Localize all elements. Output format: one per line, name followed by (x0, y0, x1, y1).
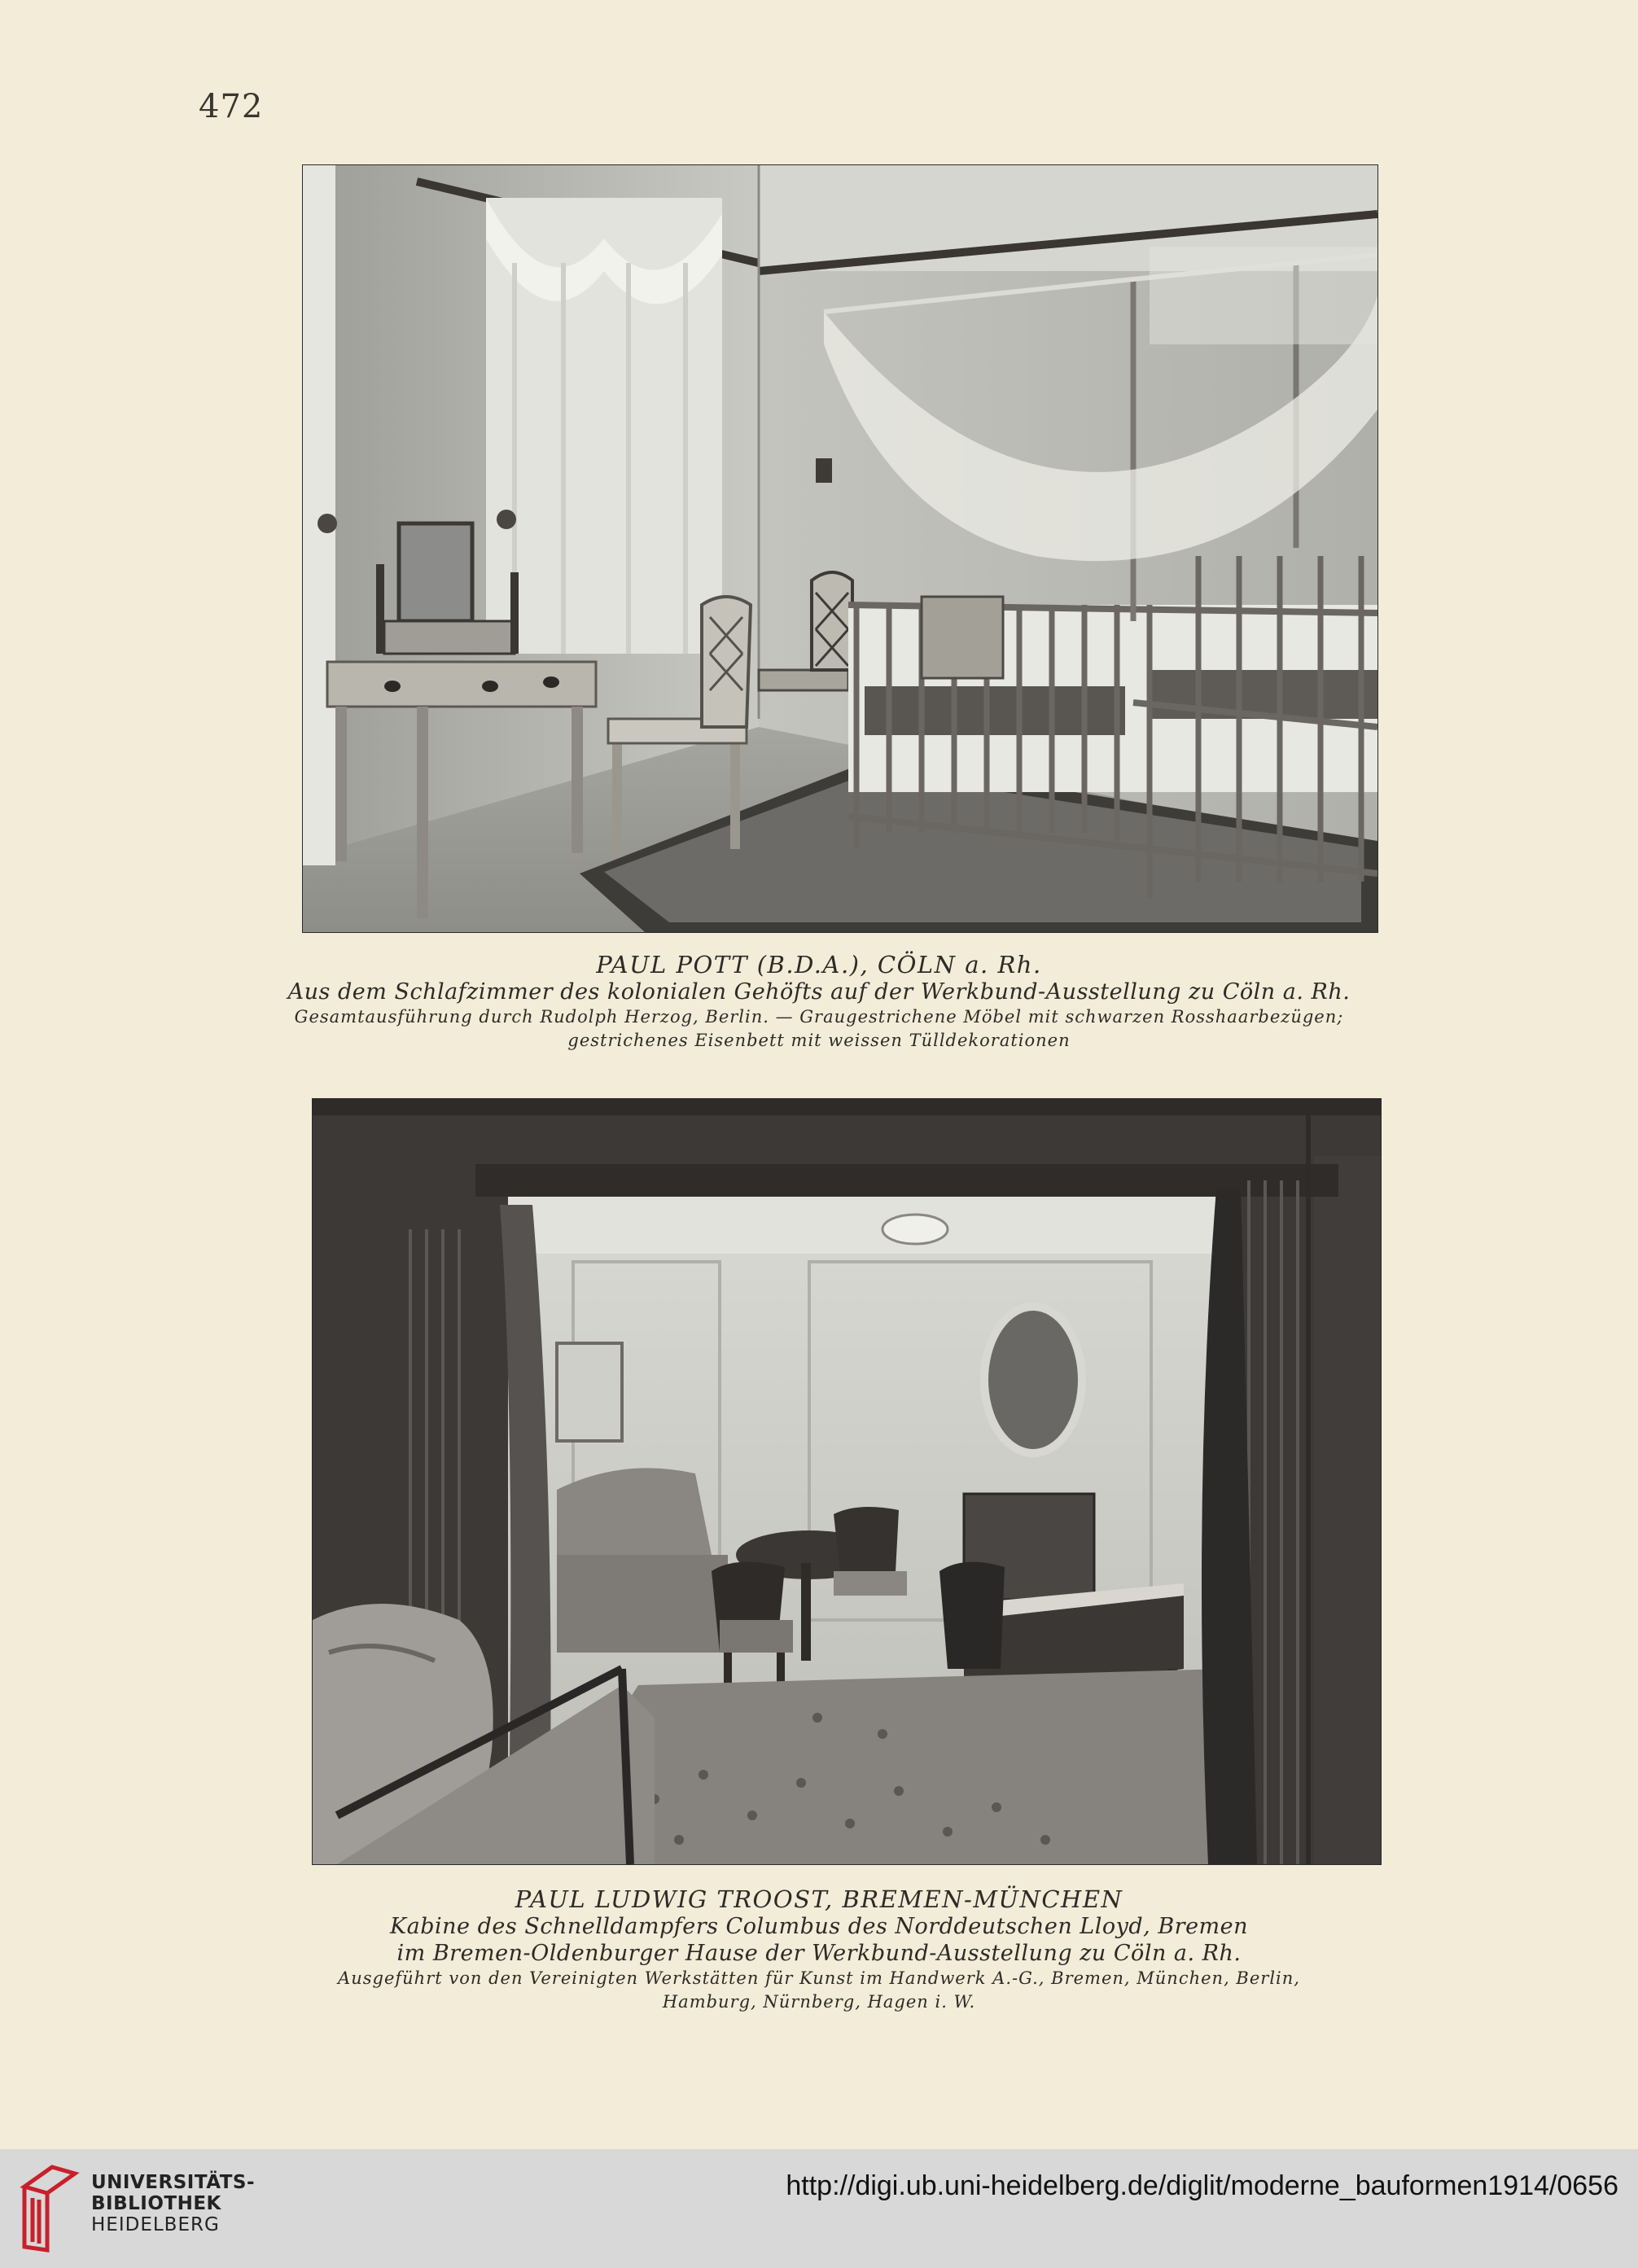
bedroom-caption-title: PAUL POTT (B.D.A.), CÖLN a. Rh. (596, 951, 1042, 979)
bedroom-caption-detail: gestrichenes Eisenbett mit weissen Tülldekorationen (567, 1031, 1071, 1050)
cabin-caption-title: PAUL LUDWIG TROOST, BREMEN-MÜNCHEN (515, 1885, 1123, 1913)
bedroom-photo-image (303, 165, 1377, 932)
library-name-line: UNIVERSITÄTS- (91, 2172, 256, 2193)
bedroom-photograph (302, 164, 1378, 933)
ub-heidelberg-logo-icon[interactable] (16, 2162, 83, 2253)
bedroom-caption (244, 951, 1394, 1053)
cabin-photograph (312, 1098, 1382, 1865)
bedroom-caption-subtitle: Aus dem Schlafzimmer des kolonialen Gehöfts auf der Werkbund-Ausstellung zu Cöln a. Rh. (287, 979, 1351, 1005)
cabin-caption-detail: Hamburg, Nürnberg, Hagen i. W. (662, 1992, 976, 2012)
cabin-caption-subtitle: Kabine des Schnelldampfers Columbus des Norddeutschen Lloyd, Bremen (389, 1914, 1249, 1939)
cabin-photo-image (313, 1099, 1381, 1864)
source-url-link[interactable]: http://digi.ub.uni-heidelberg.de/diglit/moderne_bauformen1914/0656 (786, 2170, 1618, 2201)
bedroom-caption-detail: Gesamtausführung durch Rudolph Herzog, Berlin. — Graugestrichene Möbel mit schwarzen Rosshaarbezügen; (294, 1007, 1344, 1027)
cabin-caption-detail: Ausgeführt von den Vereinigten Werkstätten für Kunst im Handwerk A.-G., Bremen, München, Berlin, (338, 1968, 1300, 1988)
library-name-line: HEIDELBERG (91, 2214, 220, 2235)
cabin-caption-subtitle: im Bremen-Oldenburger Hause der Werkbund-Ausstellung zu Cöln a. Rh. (396, 1941, 1242, 1966)
library-name-line: BIBLIOTHEK (91, 2193, 221, 2214)
cabin-caption (244, 1885, 1394, 2014)
page-number: 472 (199, 88, 264, 125)
library-name (91, 2172, 255, 2235)
logo-graphic (16, 2162, 83, 2253)
